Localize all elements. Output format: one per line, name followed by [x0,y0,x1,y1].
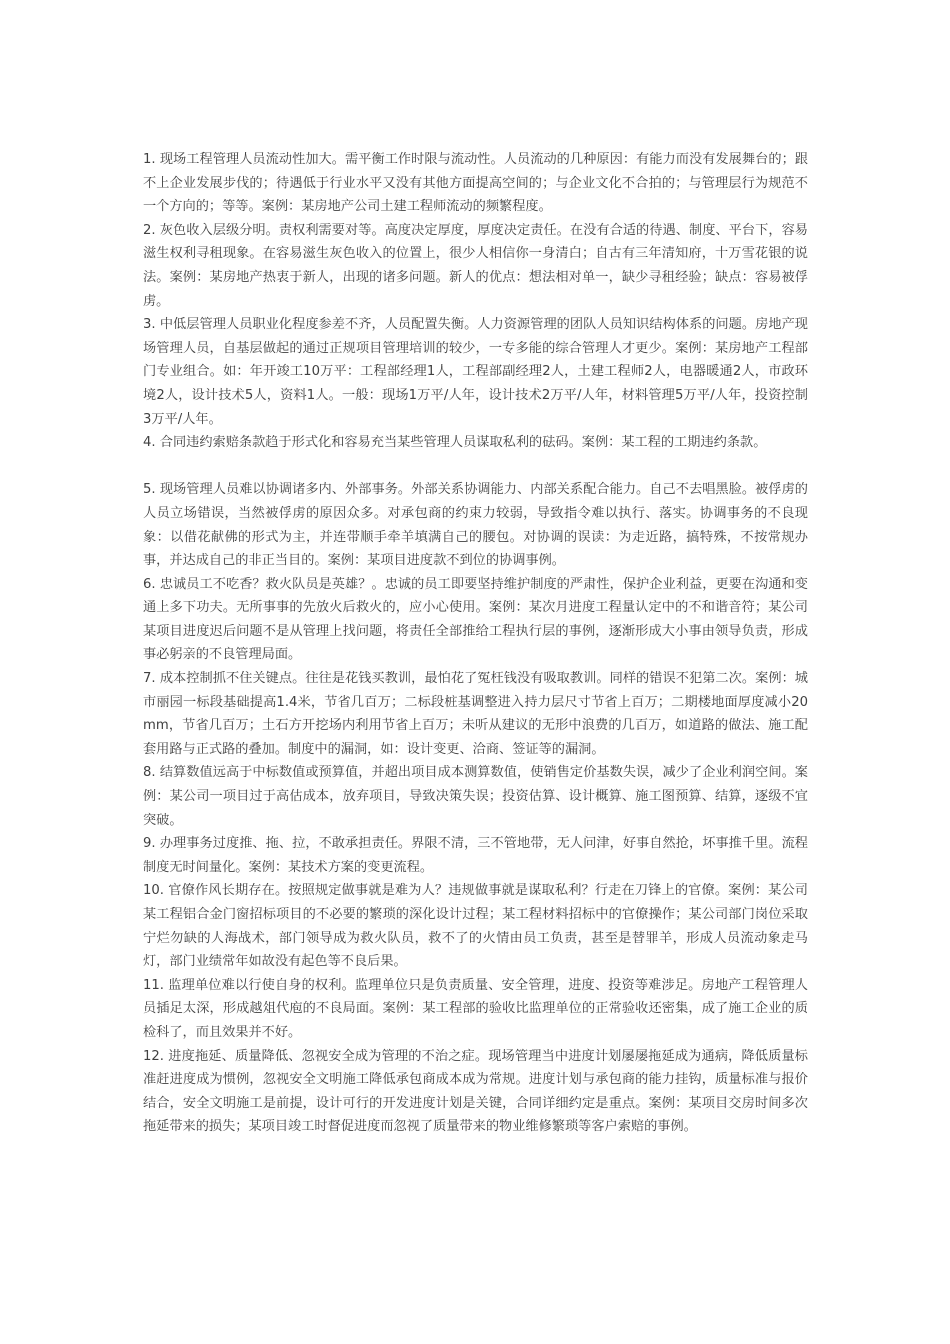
paragraph-8: 8. 结算数值远高于中标数值或预算值，并超出项目成本测算数值，使销售定价基数失误，减少了企业利润空间。案例：某公司一项目过于高估成本，放弃项目，导致决策失误；投资估算、设计概算、施工图预算、结算，逐级不宜突破。 [143,765,808,828]
paragraph-2: 2. 灰色收入层级分明。责权利需要对等。高度决定厚度，厚度决定责任。在没有合适的待遇、制度、平台下，容易滋生权利寻租现象。在容易滋生灰色收入的位置上，很少人相信你一身清白；自古有三年清知府，十万雪花银的说法。案例：某房地产热衷于新人，出现的诸多问题。新人的优点：想法相对单一，缺少寻租经验；缺点：容易被俘虏。 [143,222,808,309]
paragraph-10: 10. 官僚作风长期存在。按照规定做事就是难为人？违规做事就是谋取私利？行走在刀锋上的官僚。案例：某公司某工程铝合金门窗招标项目的不必要的繁琐的深化设计过程；某工程材料招标中的官僚操作；某公司部门岗位采取宁烂勿缺的人海战术，部门领导成为救火队员，救不了的火情由员工负责，甚至是替罪羊，形成人员流动象走马灯，部门业绩常年如故没有起色等不良后果。 [143,883,808,970]
paragraph-5: 5. 现场管理人员难以协调诸多内、外部事务。外部关系协调能力、内部关系配合能力。自己不去唱黑脸。被俘虏的人员立场错误，当然被俘虏的原因众多。对承包商的约束力较弱，导致指令难以执行、落实。协调事务的不良现象：以借花献佛的形式为主，并连带顺手牵羊填满自己的腰包。对协调的误读：为走近路，搞特殊，不按常规办事，并达成自己的非正当目的。案例：某项目进度款不到位的协调事例。 [143,482,808,569]
document-body [143,148,808,1139]
paragraph-6: 6. 忠诚员工不吃香？救火队员是英雄？。忠诚的员工即要坚持维护制度的严肃性，保护企业利益，更要在沟通和变通上多下功夫。无所事事的先放火后救火的，应小心使用。案例：某次月进度工程量认定中的不和谐音符；某公司某项目进度迟后问题不是从管理上找问题，将责任全部推给工程执行层的事例，逐渐形成大小事由领导负责，形成事必躬亲的不良管理局面。 [143,576,808,663]
paragraph-11: 11. 监理单位难以行使自身的权利。监理单位只是负责质量、安全管理，进度、投资等难涉足。房地产工程管理人员插足太深，形成越俎代庖的不良局面。案例：某工程部的验收比监理单位的正常验收还密集，成了施工企业的质检科了，而且效果并不好。 [143,977,808,1040]
paragraph-1: 1. 现场工程管理人员流动性加大。需平衡工作时限与流动性。人员流动的几种原因：有能力而没有发展舞台的；跟不上企业发展步伐的；待遇低于行业水平又没有其他方面提高空间的；与企业文化不合拍的；与管理层行为规范不一个方向的；等等。案例：某房地产公司土建工程师流动的频繁程度。 [143,152,808,215]
paragraph-9: 9. 办理事务过度推、拖、拉，不敢承担责任。界限不清，三不管地带，无人问津，好事自然抢，坏事推千里。流程制度无时间量化。案例：某技术方案的变更流程。 [143,836,808,875]
paragraph-4: 4. 合同违约索赔条款趋于形式化和容易充当某些管理人员谋取私利的砝码。案例：某工程的工期违约条款。 [143,435,767,451]
paragraph-7: 7. 成本控制抓不住关键点。往往是花钱买教训，最怕花了冤枉钱没有吸取教训。同样的错误不犯第二次。案例：城市丽园一标段基础提高1.4米，节省几百万；二标段桩基调整进入持力层尺寸节省上百万；二期楼地面厚度减小20mm，节省几百万；土石方开挖场内利用节省上百万；未听从建议的无形中浪费的几百万，如道路的做法、施工配套用路与正式路的叠加。制度中的漏洞，如：设计变更、洽商、签证等的漏洞。 [143,671,808,757]
paragraph-3: 3. 中低层管理人员职业化程度参差不齐，人员配置失衡。人力资源管理的团队人员知识结构体系的问题。房地产现场管理人员，自基层做起的通过正规项目管理培训的较少，一专多能的综合管理人才更少。案例：某房地产工程部门专业组合。如：年开竣工10万平：工程部经理1人，工程部副经理2人，土建工程师2人，电器暖通2人，市政环境2人，设计技术5人，资料1人。一般：现场1万平/人年，设计技术2万平/人年，材料管理5万平/人年，投资控制3万平/人年。 [143,317,808,427]
paragraph-12: 12. 进度拖延、质量降低、忽视安全成为管理的不治之症。现场管理当中进度计划屡屡拖延成为通病，降低质量标准赶进度成为惯例，忽视安全文明施工降低承包商成本成为常规。进度计划与承包商的能力挂钩，质量标准与报价结合，安全文明施工是前提，设计可行的开发进度计划是关键，合同详细约定是重点。案例：某项目交房时间多次拖延带来的损失；某项目竣工时督促进度而忽视了质量带来的物业维修繁琐等客户索赔的事例。 [143,1048,808,1135]
